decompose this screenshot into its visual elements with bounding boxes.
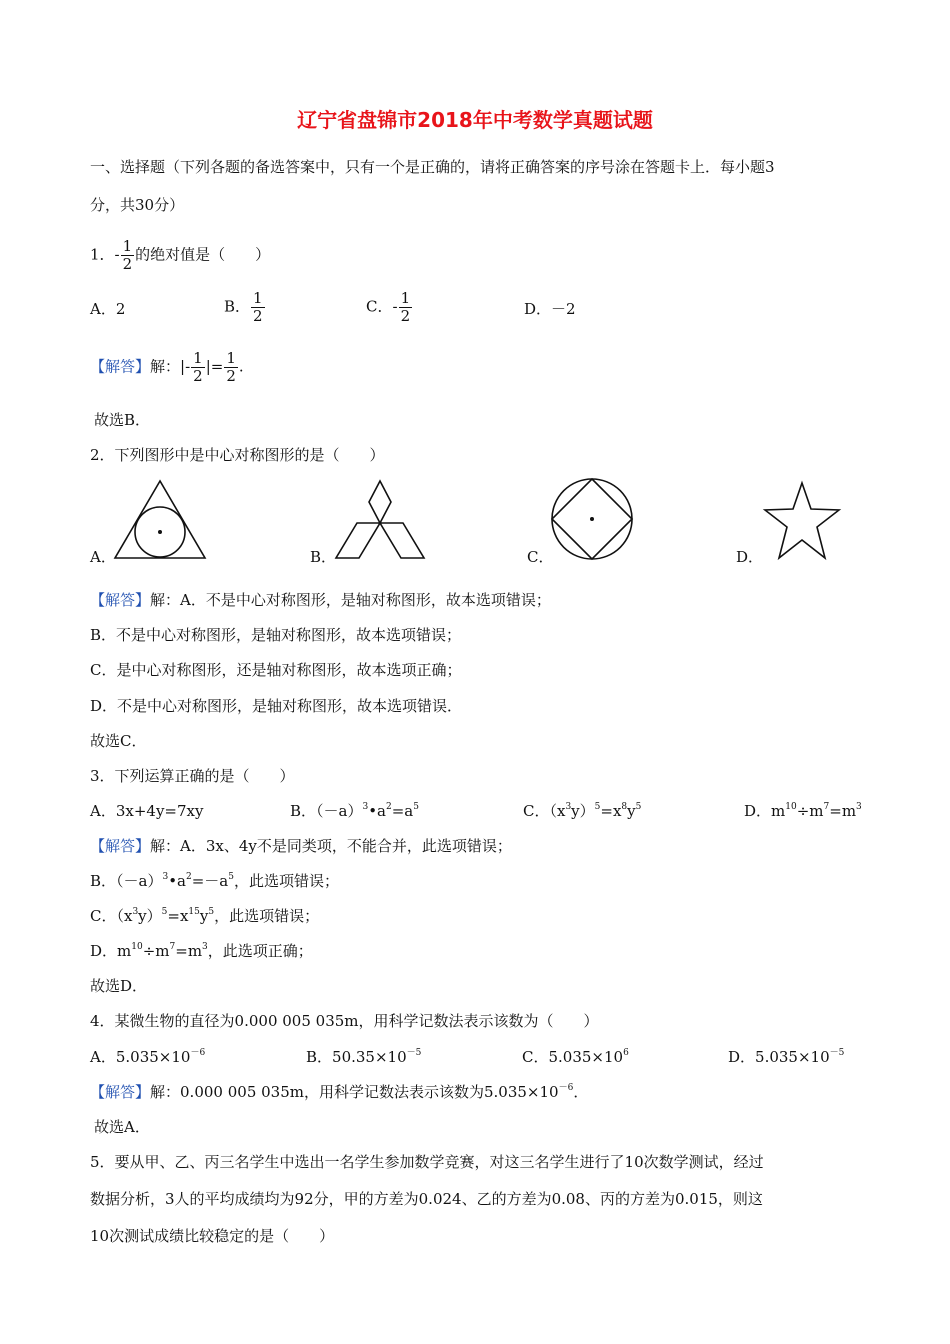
q5-stem-line1: 5．要从甲、乙、丙三名学生中选出一名学生参加数学竞赛，对这三名学生进行了10次数学测试，经过	[90, 1153, 764, 1171]
q2-solution-b: B．不是中心对称图形，是轴对称图形，故本选项错误；	[90, 626, 462, 644]
expr-part: y）	[138, 907, 162, 925]
q1-choose: 故选B．	[94, 411, 151, 429]
q3-solution-d	[90, 940, 313, 962]
frac-num: 1	[253, 289, 263, 307]
expr-part: =a	[391, 802, 414, 820]
q1-option-a: A．2	[90, 300, 126, 318]
exponent: 10	[131, 942, 143, 952]
answer-label: 【解答】	[90, 591, 151, 609]
q3-solution-a	[90, 835, 512, 857]
q2-choose: 故选C．	[90, 732, 147, 750]
frac-den: 2	[253, 307, 263, 325]
section-heading-cont: 分，共30分）	[90, 196, 185, 214]
answer-label: 【解答】	[90, 837, 151, 855]
q4-option-c	[522, 1046, 629, 1068]
expr-part: =x	[600, 802, 622, 820]
exponent: 15	[188, 907, 200, 917]
frac-num: 1	[226, 349, 236, 367]
expr-part: ，此选项错误；	[233, 872, 339, 890]
q4-solution	[90, 1081, 588, 1103]
exponent: －5	[829, 1048, 845, 1058]
q1-solution	[90, 350, 244, 385]
solution-text: 解：A．3x、4y不是同类项，不能合并，此选项错误；	[150, 837, 512, 855]
q2-option-b: B．	[310, 548, 337, 566]
minus-sign: -	[185, 357, 191, 376]
q1-option-d: D．－2	[524, 300, 576, 318]
exponent: 10	[785, 802, 797, 812]
exponent: 3	[565, 802, 572, 812]
expr-part: y	[199, 907, 209, 925]
exponent: 2	[186, 872, 192, 882]
exponent: 5	[413, 802, 419, 812]
answer-label: 【解答】	[90, 1083, 151, 1101]
abs-bar: |	[180, 357, 186, 376]
expr-part: ，此选项正确；	[207, 942, 313, 960]
expr-part: D．m	[744, 802, 786, 820]
q5-stem-line2: 数据分析，3人的平均成绩均为92分，甲的方差为0.024、乙的方差为0.08、丙的方差为0.015，则这	[90, 1190, 763, 1208]
expr-part: B．50.35×10	[306, 1048, 407, 1066]
exponent: 3	[362, 802, 369, 812]
expr-part: •a	[168, 872, 186, 890]
expr-part: ÷m	[142, 942, 170, 960]
q1-stem	[90, 238, 270, 273]
minus-sign: -	[392, 297, 398, 316]
q1-option-b	[224, 290, 266, 325]
q4-option-a	[90, 1046, 205, 1068]
q2-solution-a	[90, 589, 551, 611]
q2-solution-d: D．不是中心对称图形，是轴对称图形，故本选项错误．	[90, 697, 463, 715]
exponent: 6	[623, 1048, 629, 1058]
exponent: 5	[208, 907, 215, 917]
expr-part: B．（－a）	[90, 872, 163, 890]
expr-part: =－a	[191, 872, 229, 890]
q3-option-a: A．3x+4y=7xy	[90, 802, 204, 820]
exponent: 5	[594, 802, 601, 812]
q1-frac-num: 1	[122, 237, 133, 255]
expr-part: B．（－a）	[290, 802, 363, 820]
q1-frac-den: 2	[122, 255, 133, 273]
exponent: 8	[621, 802, 628, 812]
frac-den: 2	[193, 367, 203, 385]
frac-num: 1	[193, 349, 203, 367]
answer-label: 【解答】	[90, 357, 151, 376]
expr-part: ，此选项错误；	[214, 907, 320, 925]
q4-option-b	[306, 1046, 421, 1068]
q3-solution-c	[90, 905, 319, 927]
period: ．	[573, 1083, 589, 1101]
q1-fraction	[121, 238, 135, 273]
q1-option-c-fraction	[399, 290, 413, 325]
q2-option-c: C．	[527, 548, 554, 566]
q1-option-c	[366, 290, 413, 325]
exponent: －6	[190, 1048, 206, 1058]
frac-den: 2	[226, 367, 236, 385]
exponent: 5	[228, 872, 234, 882]
solution-text: 解：0.000 005 035m，用科学记数法表示该数为5.035×10	[150, 1083, 559, 1101]
expr-part: C．5.035×10	[522, 1048, 624, 1066]
q2-figure-a-triangle-circle	[112, 478, 208, 562]
expr-part: y	[627, 802, 636, 820]
expr-part: ÷m	[796, 802, 824, 820]
exponent: 3	[162, 872, 169, 882]
expr-part: =x	[167, 907, 189, 925]
q1-option-b-label: B．	[224, 297, 251, 316]
frac-den: 2	[400, 307, 411, 325]
solution-prefix: 解：	[150, 357, 181, 376]
solution-result-fraction	[224, 350, 238, 385]
q2-option-d: D．	[736, 548, 764, 566]
exponent: 3	[202, 942, 208, 952]
solution-fraction	[191, 350, 205, 385]
q2-figure-c-circle-square	[549, 476, 635, 562]
expr-part: =m	[829, 802, 857, 820]
q3-solution-b	[90, 870, 339, 892]
expr-part: y）	[571, 802, 595, 820]
exponent: －6	[558, 1083, 574, 1093]
q1-option-b-fraction	[251, 290, 265, 325]
expr-part: C．（x	[523, 802, 566, 820]
exponent: 2	[386, 802, 392, 812]
q3-option-c	[523, 800, 641, 822]
q2-stem: 2．下列图形中是中心对称图形的是（ ）	[90, 446, 385, 464]
q1-option-c-label: C．	[366, 297, 393, 316]
page-title: 辽宁省盘锦市2018年中考数学真题试题	[297, 108, 653, 132]
q2-option-a: A．	[90, 548, 116, 566]
solution-text: 解：A．不是中心对称图形，是轴对称图形，故本选项错误；	[150, 591, 551, 609]
exponent: 5	[635, 802, 642, 812]
abs-bar-equals: |=	[205, 357, 224, 376]
q4-choose: 故选A．	[94, 1118, 150, 1136]
q5-stem-line3: 10次测试成绩比较稳定的是（ ）	[90, 1227, 335, 1245]
q2-figure-d-star	[760, 480, 844, 562]
q3-option-b	[290, 800, 419, 822]
expr-part: =m	[175, 942, 203, 960]
exponent: 3	[132, 907, 139, 917]
exponent: －5	[406, 1048, 422, 1058]
frac-num: 1	[400, 289, 411, 307]
q2-figure-b-rhombuses	[332, 478, 428, 562]
section-heading: 一、选择题（下列各题的备选答案中，只有一个是正确的，请将正确答案的序号涂在答题卡上．每小题3	[90, 158, 775, 176]
expr-part: A．5.035×10	[90, 1048, 191, 1066]
expr-part: •a	[368, 802, 386, 820]
expr-part: D．m	[90, 942, 132, 960]
q3-choose: 故选D．	[90, 977, 148, 995]
expr-part: D．5.035×10	[728, 1048, 830, 1066]
q4-option-d	[728, 1046, 844, 1068]
q1-minus: -	[114, 245, 120, 264]
expr-part: C．（x	[90, 907, 133, 925]
q4-stem: 4．某微生物的直径为0.000 005 035m，用科学记数法表示该数为（ ）	[90, 1012, 599, 1030]
q2-solution-c: C．是中心对称图形，还是轴对称图形，故本选项正确；	[90, 661, 462, 679]
period: .	[238, 357, 244, 376]
exponent: 7	[823, 802, 830, 812]
q1-stem-text: 的绝对值是（ ）	[135, 245, 271, 264]
q3-stem: 3．下列运算正确的是（ ）	[90, 767, 295, 785]
q1-number: 1．	[90, 245, 115, 264]
q3-option-d	[744, 800, 862, 822]
exponent: 7	[169, 942, 176, 952]
exponent: 3	[856, 802, 862, 812]
exponent: 5	[161, 907, 168, 917]
